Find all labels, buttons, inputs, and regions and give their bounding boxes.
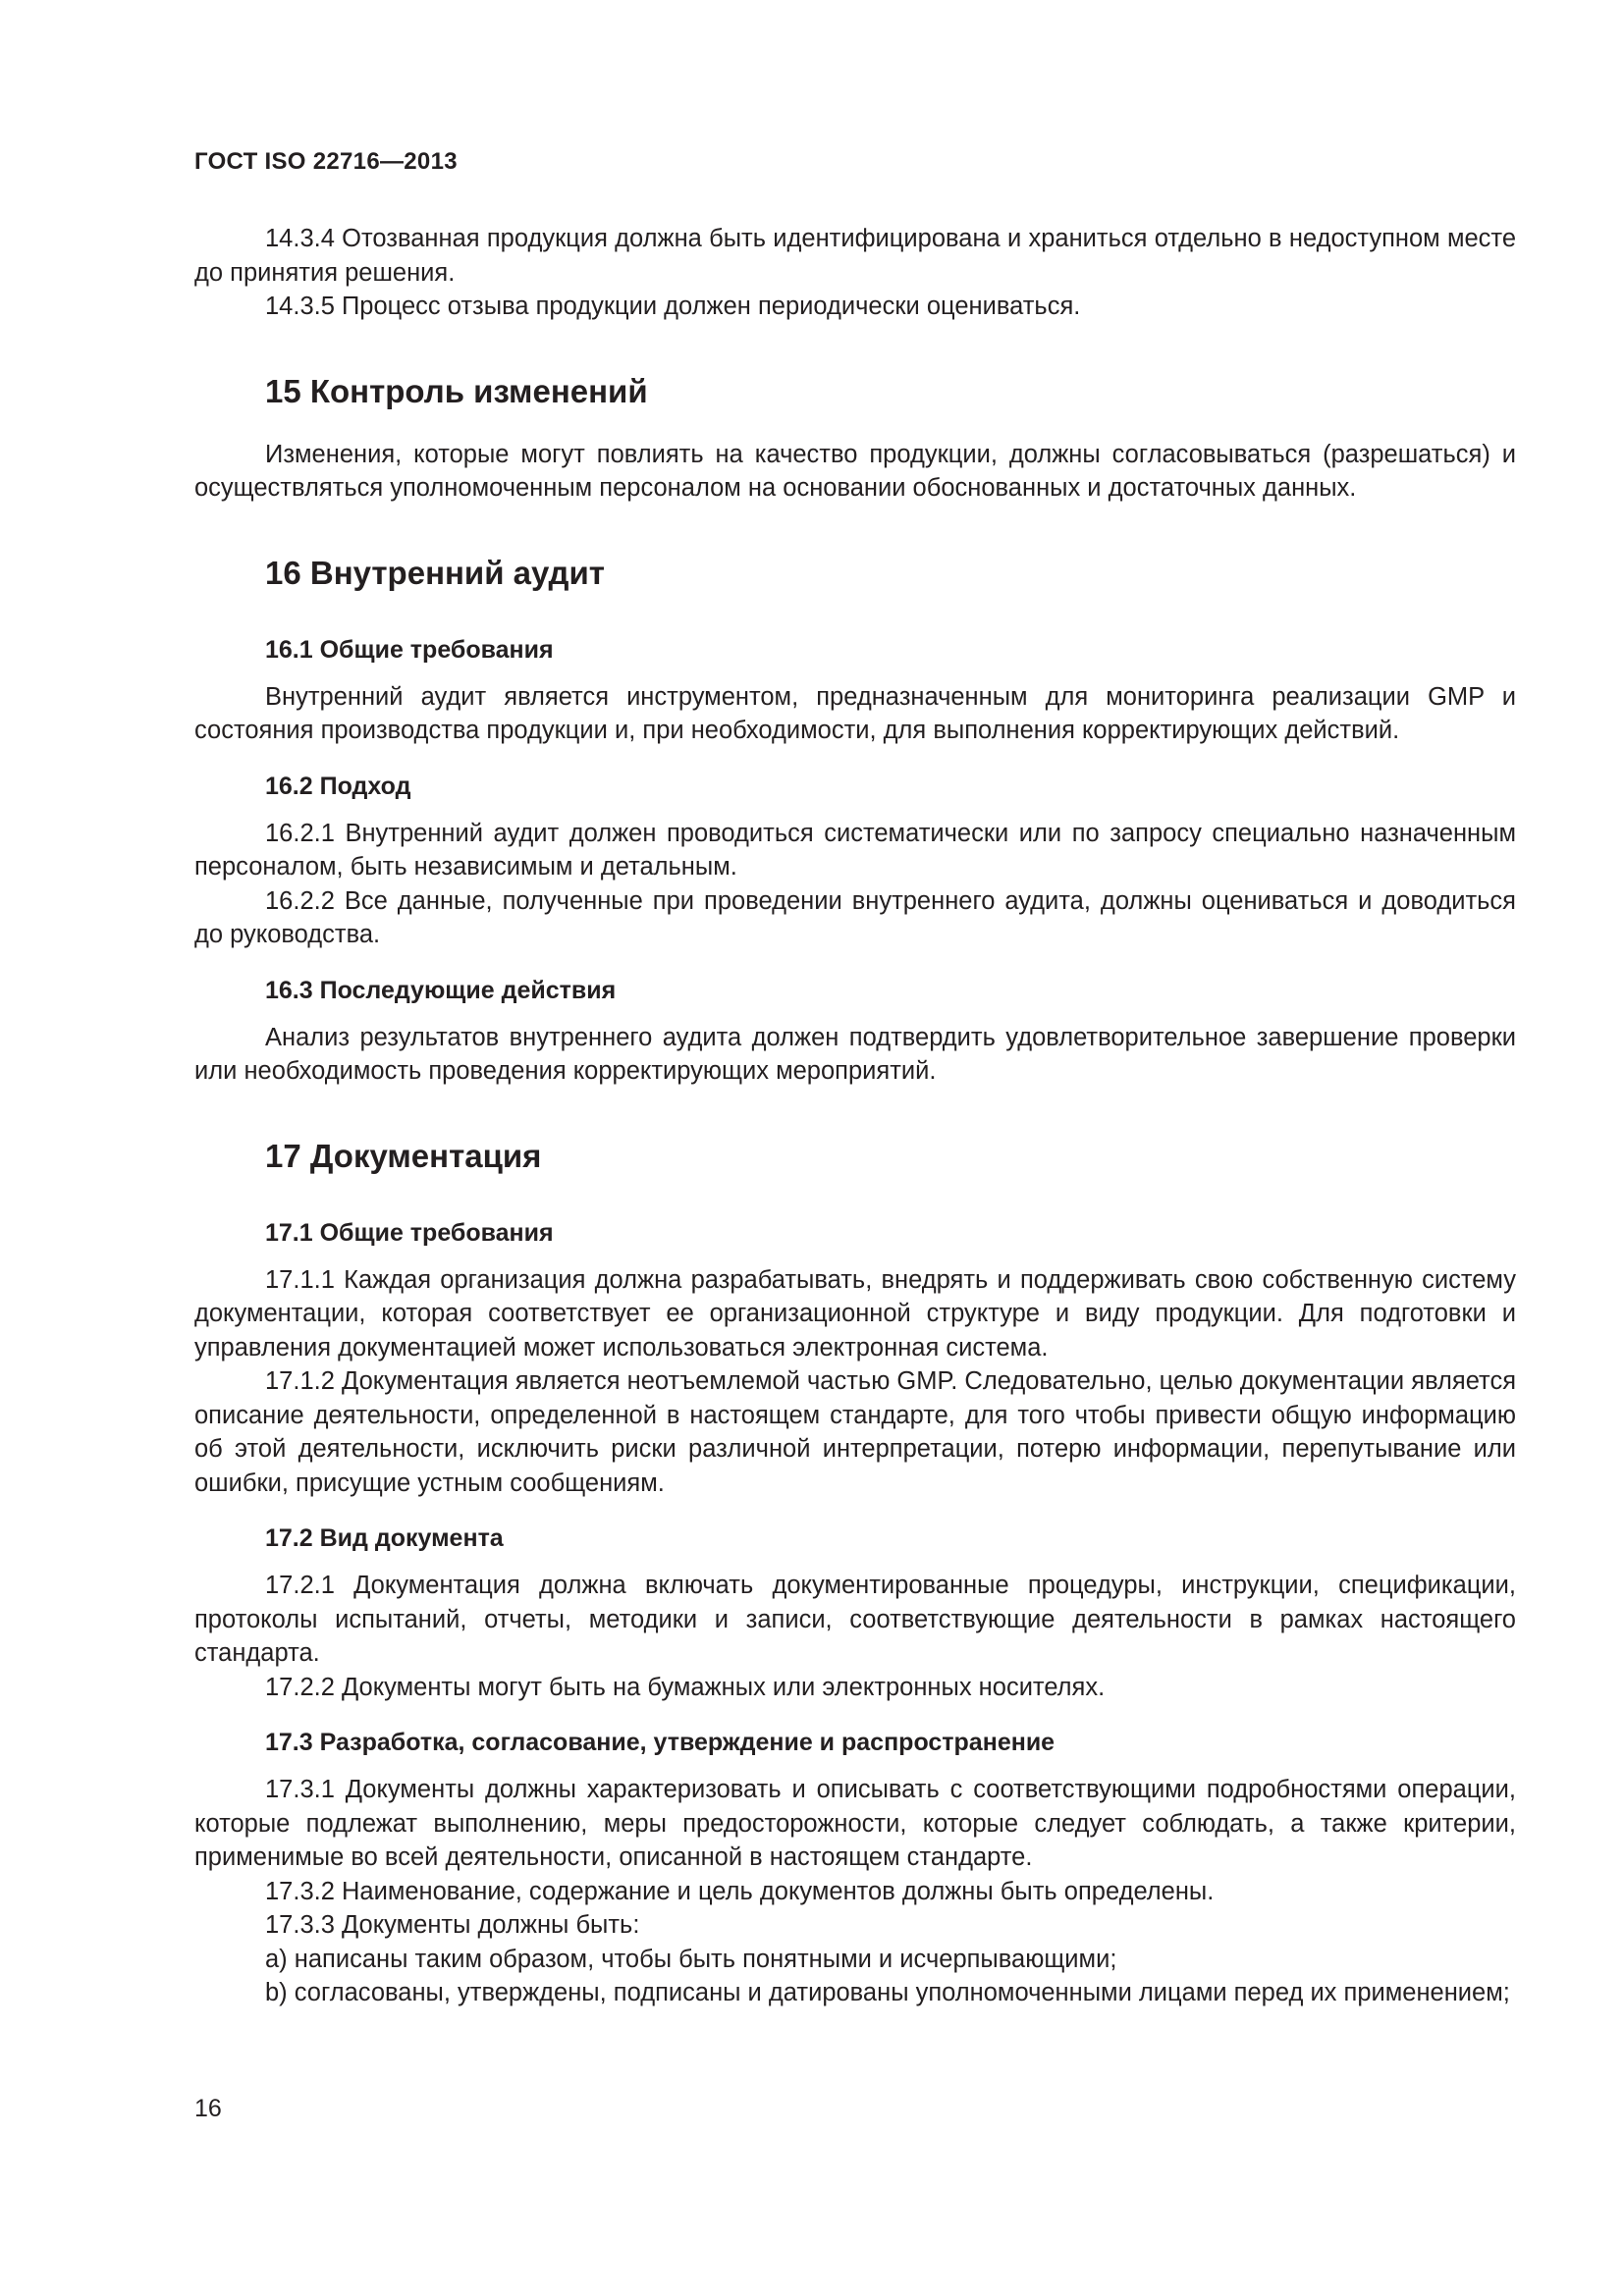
list-item-b: b) согласованы, утверждены, подписаны и датированы уполномоченными лицами перед их применением;: [265, 1979, 1510, 2006]
section-15-text: Изменения, которые могут повлиять на качество продукции, должны согласовываться (разрешаться) и осуществляться уполномоченным персоналом на основании обоснованных и достаточных данных.: [194, 440, 1516, 502]
subsection-17-3-heading: 17.3 Разработка, согласование, утверждение и распространение: [265, 1729, 1056, 1756]
clause-17-3-3: 17.3.3 Документы должны быть:: [265, 1911, 640, 1939]
clause-17-1-1: 17.1.1 Каждая организация должна разрабатывать, внедрять и поддерживать свою собственную систему документации, которая соответствует ее организационной структуре и виду продукции. Для подготовки и управления документацией может использоваться электронная система.: [194, 1265, 1516, 1362]
subsection-17-2-heading: 17.2 Вид документа: [265, 1524, 504, 1552]
subsection-16-2-heading: 16.2 Подход: [265, 772, 411, 800]
subsection-16-3-text: Анализ результатов внутреннего аудита должен подтвердить удовлетворительное завершение проверки или необходимость проведения корректирующих мероприятий.: [194, 1023, 1516, 1085]
clause-17-1-2: 17.1.2 Документация является неотъемлемой частью GMP. Следовательно, целью документации является описание деятельности, определенной в настоящем стандарте, для того чтобы привести общую информацию об этой деятельности, исключить риски различной интерпретации, потерю информации, перепутывание или ошибки, присущие устным сообщениям.: [194, 1367, 1516, 1497]
clause-16-2-1: 16.2.1 Внутренний аудит должен проводиться систематически или по запросу специально назначенным персоналом, быть независимым и детальным.: [194, 819, 1516, 881]
clause-14-3-4: 14.3.4 Отозванная продукция должна быть идентифицирована и храниться отдельно в недоступном месте до принятия решения.: [194, 225, 1516, 287]
clause-17-2-1: 17.2.1 Документация должна включать документированные процедуры, инструкции, спецификации, протоколы испытаний, отчеты, методики и записи, соответствующие деятельности в рамках настоящего стандарта.: [194, 1572, 1516, 1667]
subsection-16-1-heading: 16.1 Общие требования: [265, 635, 554, 664]
clause-14-3-5: 14.3.5 Процесс отзыва продукции должен периодически оцениваться.: [265, 293, 1081, 320]
section-17-heading: 17 Документация: [265, 1137, 542, 1174]
clause-16-2-2: 16.2.2 Все данные, полученные при проведении внутреннего аудита, должны оцениваться и доводиться до руководства.: [194, 886, 1516, 948]
subsection-17-1-heading: 17.1 Общие требования: [265, 1218, 554, 1247]
subsection-16-1-text: Внутренний аудит является инструментом, предназначенным для мониторинга реализации GMP и состояния производства продукции и, при необходимости, для выполнения корректирующих действий.: [194, 682, 1516, 744]
document-id-header: ГОСТ ISO 22716—2013: [194, 148, 458, 175]
list-item-a: a) написаны таким образом, чтобы быть понятными и исчерпывающими;: [265, 1945, 1117, 1973]
clause-17-2-2: 17.2.2 Документы могут быть на бумажных или электронных носителях.: [265, 1673, 1106, 1701]
document-body: [194, 222, 1516, 2010]
clause-17-3-1: 17.3.1 Документы должны характеризовать и описывать с соответствующими подробностями операции, которые подлежат выполнению, меры предосторожности, которые следует соблюдать, а также критерии, применимые во всей деятельности, описанной в настоящем стандарте.: [194, 1776, 1516, 1871]
section-15-heading: 15 Контроль изменений: [265, 372, 648, 409]
clause-17-3-2: 17.3.2 Наименование, содержание и цель документов должны быть определены.: [265, 1877, 1215, 1905]
page-number: 16: [194, 2095, 222, 2122]
subsection-16-3-heading: 16.3 Последующие действия: [265, 976, 617, 1004]
section-16-heading: 16 Внутренний аудит: [265, 554, 605, 591]
